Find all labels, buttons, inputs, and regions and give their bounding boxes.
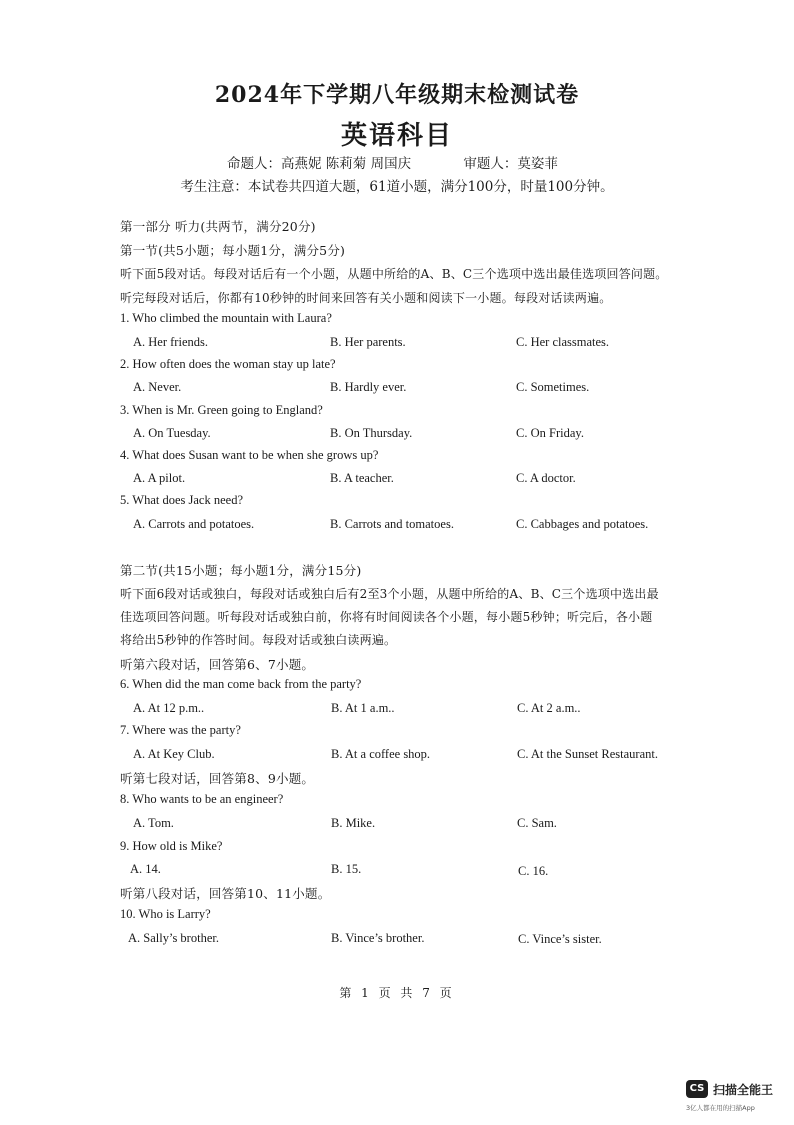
option-a: A. 14. <box>130 862 161 876</box>
option-b: B. At 1 a.m.. <box>331 701 395 715</box>
option-c: C. Sam. <box>517 816 557 830</box>
option-b: B. Her parents. <box>330 335 406 349</box>
option-a: A. Her friends. <box>133 335 208 349</box>
option-a: A. At 12 p.m.. <box>133 701 205 715</box>
option-a: A. On Tuesday. <box>133 426 211 440</box>
question-8: 8. Who wants to be an engineer? <box>120 792 284 806</box>
option-a: A. Never. <box>133 380 182 394</box>
option-c: C. At 2 a.m.. <box>517 701 581 715</box>
section2-instruction: 佳选项回答问题。听每段对话或独白前，你将有时间阅读各个小题，每小题5秒钟；听完后，各小题 <box>120 610 653 624</box>
option-c: C. Vince’s sister. <box>518 932 602 946</box>
watermark-tagline: 3亿人都在用的扫描App <box>686 1104 755 1112</box>
section2-instruction: 听下面6段对话或独白，每段对话或独白后有2至3个小题，从题中所给的A、B、C三个选项中选出最 <box>120 587 659 601</box>
option-b: B. At a coffee shop. <box>331 747 431 761</box>
option-a: A. Sally’s brother. <box>128 931 219 945</box>
dialog-8-instruction: 听第八段对话，回答第10、11小题。 <box>120 886 331 901</box>
section2-heading: 第二节(共15小题；每小题1分，满分15分) <box>120 563 362 578</box>
reviewer: 审题人：莫姿菲 <box>463 156 558 172</box>
page-number: 第 1 页 共 7 页 <box>339 986 455 1000</box>
option-c: C. Cabbages and potatoes. <box>516 517 649 531</box>
option-b: B. On Thursday. <box>330 426 413 440</box>
camscanner-logo-icon: CS <box>686 1080 708 1098</box>
subject-title: 英语科目 <box>340 121 453 151</box>
option-b: B. 15. <box>331 862 362 876</box>
watermark-name: 扫描全能王 <box>713 1083 774 1097</box>
option-b: B. Carrots and tomatoes. <box>330 517 454 531</box>
option-c: C. A doctor. <box>516 471 576 485</box>
question-10: 10. Who is Larry? <box>120 907 211 921</box>
option-b: B. Hardly ever. <box>330 380 407 394</box>
dialog-6-instruction: 听第六段对话，回答第6、7小题。 <box>120 657 315 672</box>
exam-title: 2024年下学期八年级期末检测试卷 <box>214 82 580 108</box>
option-a: A. Carrots and potatoes. <box>133 517 255 531</box>
option-c: C. 16. <box>518 864 549 878</box>
question-4: 4. What does Susan want to be when she grows up? <box>120 448 379 462</box>
part1-heading: 第一部分 听力(共两节，满分20分) <box>120 219 316 234</box>
option-c: C. Her classmates. <box>516 335 610 349</box>
dialog-7-instruction: 听第七段对话，回答第8、9小题。 <box>120 771 315 786</box>
section1-heading: 第一节(共5小题；每小题1分，满分5分) <box>120 243 346 258</box>
question-2: 2. How often does the woman stay up late? <box>120 357 336 371</box>
section1-instruction: 听下面5段对话。每段对话后有一个小题，从题中所给的A、B、C三个选项中选出最佳选项回答问题。 <box>120 267 668 281</box>
section1-instruction: 听完每段对话后，你都有10秒钟的时间来回答有关小题和阅读下一小题。每段对话读两遍。 <box>120 291 612 305</box>
option-b: B. Mike. <box>331 816 376 830</box>
option-c: C. Sometimes. <box>516 380 590 394</box>
option-b: B. A teacher. <box>330 471 394 485</box>
authors-line <box>227 152 558 172</box>
option-c: C. At the Sunset Restaurant. <box>517 747 658 761</box>
question-1: 1. Who climbed the mountain with Laura? <box>120 311 332 325</box>
option-a: A. At Key Club. <box>133 747 215 761</box>
option-c: C. On Friday. <box>516 426 584 440</box>
question-3: 3. When is Mr. Green going to England? <box>120 403 323 417</box>
exam-notice: 考生注意：本试卷共四道大题，61道小题，满分100分，时量100分钟。 <box>180 179 614 195</box>
question-5: 5. What does Jack need? <box>120 493 243 507</box>
option-a: A. A pilot. <box>133 471 186 485</box>
question-9: 9. How old is Mike? <box>120 839 223 853</box>
question-7: 7. Where was the party? <box>120 723 241 737</box>
question-6: 6. When did the man come back from the party? <box>120 677 362 691</box>
authors: 命题人：高燕妮 陈莉菊 周国庆 <box>227 156 412 172</box>
option-a: A. Tom. <box>133 816 174 830</box>
option-b: B. Vince’s brother. <box>331 931 425 945</box>
section2-instruction: 将给出5秒钟的作答时间。每段对话或独白读两遍。 <box>120 633 397 647</box>
